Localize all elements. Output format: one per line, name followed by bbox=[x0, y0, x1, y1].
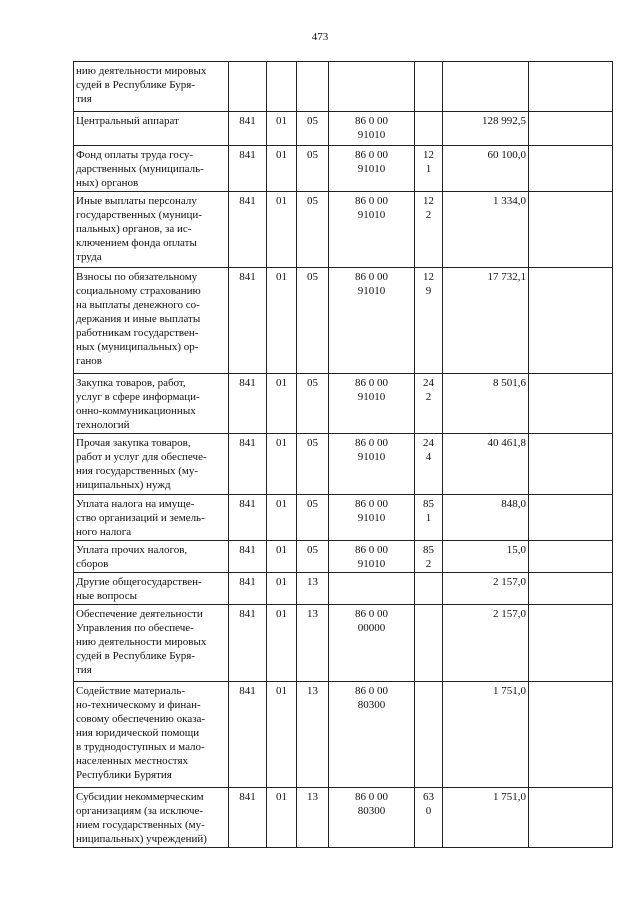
section-code-cell: 01 bbox=[267, 374, 297, 434]
expense-type-cell bbox=[415, 374, 443, 434]
target-article-cell bbox=[329, 192, 415, 268]
empty-cell bbox=[529, 605, 613, 682]
target-article-line: 91010 bbox=[357, 285, 386, 297]
expense-type-line: 63 bbox=[423, 791, 434, 803]
expense-type-line: 4 bbox=[425, 451, 432, 463]
expense-type-cell bbox=[415, 682, 443, 788]
expense-type-cell bbox=[415, 268, 443, 374]
subsection-code-cell: 13 bbox=[297, 788, 329, 848]
expense-type-cell bbox=[415, 434, 443, 495]
row-name-cell bbox=[74, 62, 229, 112]
row-name-line: ных) органов bbox=[76, 177, 139, 189]
row-name-line: государственных (муници- bbox=[76, 209, 202, 221]
target-article-cell bbox=[329, 573, 415, 605]
row-name-line: труда bbox=[76, 251, 102, 263]
row-name-cell bbox=[74, 112, 229, 146]
empty-cell bbox=[529, 495, 613, 541]
amount-cell: 8 501,6 bbox=[443, 374, 529, 434]
target-article-line: 86 0 00 bbox=[355, 437, 388, 449]
row-name-line: ниципальных) учреждений) bbox=[76, 833, 207, 845]
target-article-cell bbox=[329, 62, 415, 112]
table-row bbox=[74, 495, 613, 541]
row-name-line: Уплата налога на имуще- bbox=[76, 498, 195, 510]
section-code-cell: 01 bbox=[267, 788, 297, 848]
target-article-line: 86 0 00 bbox=[355, 271, 388, 283]
expense-type-cell bbox=[415, 788, 443, 848]
expense-type-line: 1 bbox=[425, 163, 432, 175]
row-name-line: Содействие материаль- bbox=[76, 685, 185, 697]
row-name-line: ганов bbox=[76, 355, 102, 367]
target-article-cell bbox=[329, 541, 415, 573]
row-name-cell bbox=[74, 573, 229, 605]
row-name-line: Республики Бурятия bbox=[76, 769, 172, 781]
target-article-line: 91010 bbox=[357, 209, 386, 221]
row-name-line: Центральный аппарат bbox=[76, 115, 179, 127]
table-row bbox=[74, 682, 613, 788]
row-name-line: Другие общегосударствен- bbox=[76, 576, 202, 588]
ved-code-cell: 841 bbox=[229, 434, 267, 495]
ved-code-cell: 841 bbox=[229, 192, 267, 268]
expense-type-cell bbox=[415, 192, 443, 268]
expense-type-line: 85 bbox=[423, 498, 434, 510]
row-name-cell bbox=[74, 495, 229, 541]
target-article-cell bbox=[329, 434, 415, 495]
expense-type-line: 2 bbox=[425, 558, 432, 570]
section-code-cell: 01 bbox=[267, 268, 297, 374]
section-code-cell: 01 bbox=[267, 495, 297, 541]
row-name-line: в труднодоступных и мало- bbox=[76, 741, 205, 753]
ved-code-cell bbox=[229, 62, 267, 112]
empty-cell bbox=[529, 682, 613, 788]
target-article-line: 86 0 00 bbox=[355, 377, 388, 389]
row-name-line: держания и иные выплаты bbox=[76, 313, 201, 325]
subsection-code-cell: 05 bbox=[297, 268, 329, 374]
section-code-cell: 01 bbox=[267, 605, 297, 682]
subsection-code-cell: 13 bbox=[297, 573, 329, 605]
expense-type-line: 1 bbox=[425, 512, 432, 524]
ved-code-cell: 841 bbox=[229, 112, 267, 146]
empty-cell bbox=[529, 788, 613, 848]
amount-cell: 17 732,1 bbox=[443, 268, 529, 374]
row-name-cell bbox=[74, 434, 229, 495]
section-code-cell: 01 bbox=[267, 541, 297, 573]
target-article-line: 86 0 00 bbox=[355, 115, 388, 127]
row-name-cell bbox=[74, 146, 229, 192]
row-name-line: Закупка товаров, работ, bbox=[76, 377, 186, 389]
budget-table bbox=[73, 61, 613, 848]
empty-cell bbox=[529, 62, 613, 112]
subsection-code-cell: 13 bbox=[297, 605, 329, 682]
row-name-cell bbox=[74, 541, 229, 573]
row-name-line: Фонд оплаты труда госу- bbox=[76, 149, 194, 161]
row-name-line: судей в Республике Буря- bbox=[76, 79, 196, 91]
row-name-line: Субсидии некоммерческим bbox=[76, 791, 204, 803]
subsection-code-cell: 05 bbox=[297, 146, 329, 192]
row-name-line: ного налога bbox=[76, 526, 132, 538]
row-name-line: судей в Республике Буря- bbox=[76, 650, 196, 662]
table-row bbox=[74, 112, 613, 146]
expense-type-line: 0 bbox=[425, 805, 432, 817]
table-row bbox=[74, 146, 613, 192]
target-article-line: 91010 bbox=[357, 558, 386, 570]
empty-cell bbox=[529, 434, 613, 495]
row-name-line: ных (муниципальных) ор- bbox=[76, 341, 199, 353]
row-name-line: но-техническому и финан- bbox=[76, 699, 201, 711]
expense-type-cell bbox=[415, 495, 443, 541]
expense-type-cell bbox=[415, 605, 443, 682]
amount-cell: 1 334,0 bbox=[443, 192, 529, 268]
row-name-line: нию деятельности мировых bbox=[76, 65, 207, 77]
row-name-line: ные вопросы bbox=[76, 590, 137, 602]
amount-cell: 60 100,0 bbox=[443, 146, 529, 192]
budget-table-body bbox=[74, 62, 613, 848]
target-article-cell bbox=[329, 605, 415, 682]
row-name-line: населенных местностях bbox=[76, 755, 189, 767]
table-row bbox=[74, 605, 613, 682]
row-name-cell bbox=[74, 605, 229, 682]
section-code-cell: 01 bbox=[267, 146, 297, 192]
target-article-line: 00000 bbox=[357, 622, 386, 634]
empty-cell bbox=[529, 573, 613, 605]
row-name-line: услуг в сфере информаци- bbox=[76, 391, 200, 403]
row-name-line: тия bbox=[76, 93, 92, 105]
empty-cell bbox=[529, 374, 613, 434]
ved-code-cell: 841 bbox=[229, 268, 267, 374]
row-name-line: социальному страхованию bbox=[76, 285, 201, 297]
row-name-line: онно-коммуникационных bbox=[76, 405, 196, 417]
subsection-code-cell bbox=[297, 62, 329, 112]
row-name-line: нием государственных (му- bbox=[76, 819, 205, 831]
row-name-line: дарственных (муниципаль- bbox=[76, 163, 204, 175]
ved-code-cell: 841 bbox=[229, 146, 267, 192]
expense-type-line: 2 bbox=[425, 391, 432, 403]
row-name-line: Прочая закупка товаров, bbox=[76, 437, 191, 449]
ved-code-cell: 841 bbox=[229, 605, 267, 682]
empty-cell bbox=[529, 146, 613, 192]
empty-cell bbox=[529, 541, 613, 573]
row-name-line: Уплата прочих налогов, bbox=[76, 544, 188, 556]
row-name-line: ния государственных (му- bbox=[76, 465, 199, 477]
ved-code-cell: 841 bbox=[229, 573, 267, 605]
row-name-line: ниципальных) нужд bbox=[76, 479, 171, 491]
row-name-line: пальных) органов, за ис- bbox=[76, 223, 192, 235]
target-article-cell bbox=[329, 146, 415, 192]
row-name-cell bbox=[74, 788, 229, 848]
target-article-line: 91010 bbox=[357, 451, 386, 463]
expense-type-cell bbox=[415, 62, 443, 112]
empty-cell bbox=[529, 112, 613, 146]
target-article-line: 91010 bbox=[357, 512, 386, 524]
expense-type-line: 24 bbox=[423, 437, 434, 449]
target-article-line: 86 0 00 bbox=[355, 685, 388, 697]
amount-cell: 1 751,0 bbox=[443, 788, 529, 848]
expense-type-line: 12 bbox=[423, 195, 434, 207]
table-row bbox=[74, 573, 613, 605]
page-number: 473 bbox=[311, 31, 329, 43]
row-name-cell bbox=[74, 682, 229, 788]
section-code-cell: 01 bbox=[267, 573, 297, 605]
table-row bbox=[74, 374, 613, 434]
row-name-line: работ и услуг для обеспече- bbox=[76, 451, 207, 463]
row-name-line: ство организаций и земель- bbox=[76, 512, 205, 524]
expense-type-line: 9 bbox=[425, 285, 432, 297]
row-name-line: технологий bbox=[76, 419, 130, 431]
target-article-cell bbox=[329, 374, 415, 434]
row-name-line: тия bbox=[76, 664, 92, 676]
expense-type-cell bbox=[415, 146, 443, 192]
row-name-line: на выплаты денежного со- bbox=[76, 299, 200, 311]
ved-code-cell: 841 bbox=[229, 541, 267, 573]
target-article-line: 91010 bbox=[357, 129, 386, 141]
target-article-line: 86 0 00 bbox=[355, 149, 388, 161]
expense-type-cell bbox=[415, 112, 443, 146]
row-name-line: Взносы по обязательному bbox=[76, 271, 198, 283]
table-row bbox=[74, 434, 613, 495]
amount-cell: 2 157,0 bbox=[443, 573, 529, 605]
target-article-line: 91010 bbox=[357, 391, 386, 403]
row-name-line: организациям (за исключе- bbox=[76, 805, 204, 817]
table-row bbox=[74, 541, 613, 573]
expense-type-cell bbox=[415, 541, 443, 573]
amount-cell: 1 751,0 bbox=[443, 682, 529, 788]
target-article-line: 91010 bbox=[357, 163, 386, 175]
row-name-line: нию деятельности мировых bbox=[76, 636, 207, 648]
row-name-line: работникам государствен- bbox=[76, 327, 199, 339]
section-code-cell: 01 bbox=[267, 682, 297, 788]
target-article-line: 86 0 00 bbox=[355, 498, 388, 510]
expense-type-line: 24 bbox=[423, 377, 434, 389]
section-code-cell: 01 bbox=[267, 192, 297, 268]
target-article-cell bbox=[329, 112, 415, 146]
expense-type-cell bbox=[415, 573, 443, 605]
target-article-cell bbox=[329, 788, 415, 848]
target-article-line: 80300 bbox=[357, 805, 386, 817]
expense-type-line: 85 bbox=[423, 544, 434, 556]
row-name-cell bbox=[74, 268, 229, 374]
expense-type-line: 2 bbox=[425, 209, 432, 221]
amount-cell bbox=[443, 62, 529, 112]
table-row bbox=[74, 268, 613, 374]
row-name-line: Управления по обеспече- bbox=[76, 622, 194, 634]
target-article-line: 86 0 00 bbox=[355, 544, 388, 556]
amount-cell: 848,0 bbox=[443, 495, 529, 541]
subsection-code-cell: 05 bbox=[297, 495, 329, 541]
row-name-line: Иные выплаты персоналу bbox=[76, 195, 197, 207]
amount-cell: 128 992,5 bbox=[443, 112, 529, 146]
row-name-cell bbox=[74, 192, 229, 268]
subsection-code-cell: 13 bbox=[297, 682, 329, 788]
target-article-cell bbox=[329, 268, 415, 374]
subsection-code-cell: 05 bbox=[297, 192, 329, 268]
subsection-code-cell: 05 bbox=[297, 541, 329, 573]
ved-code-cell: 841 bbox=[229, 374, 267, 434]
section-code-cell: 01 bbox=[267, 434, 297, 495]
target-article-line: 86 0 00 bbox=[355, 608, 388, 620]
row-name-line: совому обеспечению оказа- bbox=[76, 713, 206, 725]
empty-cell bbox=[529, 268, 613, 374]
target-article-line: 86 0 00 bbox=[355, 195, 388, 207]
target-article-cell bbox=[329, 682, 415, 788]
table-row bbox=[74, 192, 613, 268]
expense-type-line: 12 bbox=[423, 149, 434, 161]
section-code-cell: 01 bbox=[267, 112, 297, 146]
table-row bbox=[74, 788, 613, 848]
subsection-code-cell: 05 bbox=[297, 434, 329, 495]
section-code-cell bbox=[267, 62, 297, 112]
amount-cell: 40 461,8 bbox=[443, 434, 529, 495]
target-article-cell bbox=[329, 495, 415, 541]
empty-cell bbox=[529, 192, 613, 268]
ved-code-cell: 841 bbox=[229, 495, 267, 541]
row-name-line: сборов bbox=[76, 558, 109, 570]
amount-cell: 2 157,0 bbox=[443, 605, 529, 682]
row-name-line: ключением фонда оплаты bbox=[76, 237, 197, 249]
row-name-line: Обеспечение деятельности bbox=[76, 608, 203, 620]
subsection-code-cell: 05 bbox=[297, 112, 329, 146]
ved-code-cell: 841 bbox=[229, 682, 267, 788]
ved-code-cell: 841 bbox=[229, 788, 267, 848]
subsection-code-cell: 05 bbox=[297, 374, 329, 434]
row-name-line: ния юридической помощи bbox=[76, 727, 200, 739]
target-article-line: 86 0 00 bbox=[355, 791, 388, 803]
amount-cell: 15,0 bbox=[443, 541, 529, 573]
table-row bbox=[74, 62, 613, 112]
expense-type-line: 12 bbox=[423, 271, 434, 283]
row-name-cell bbox=[74, 374, 229, 434]
target-article-line: 80300 bbox=[357, 699, 386, 711]
